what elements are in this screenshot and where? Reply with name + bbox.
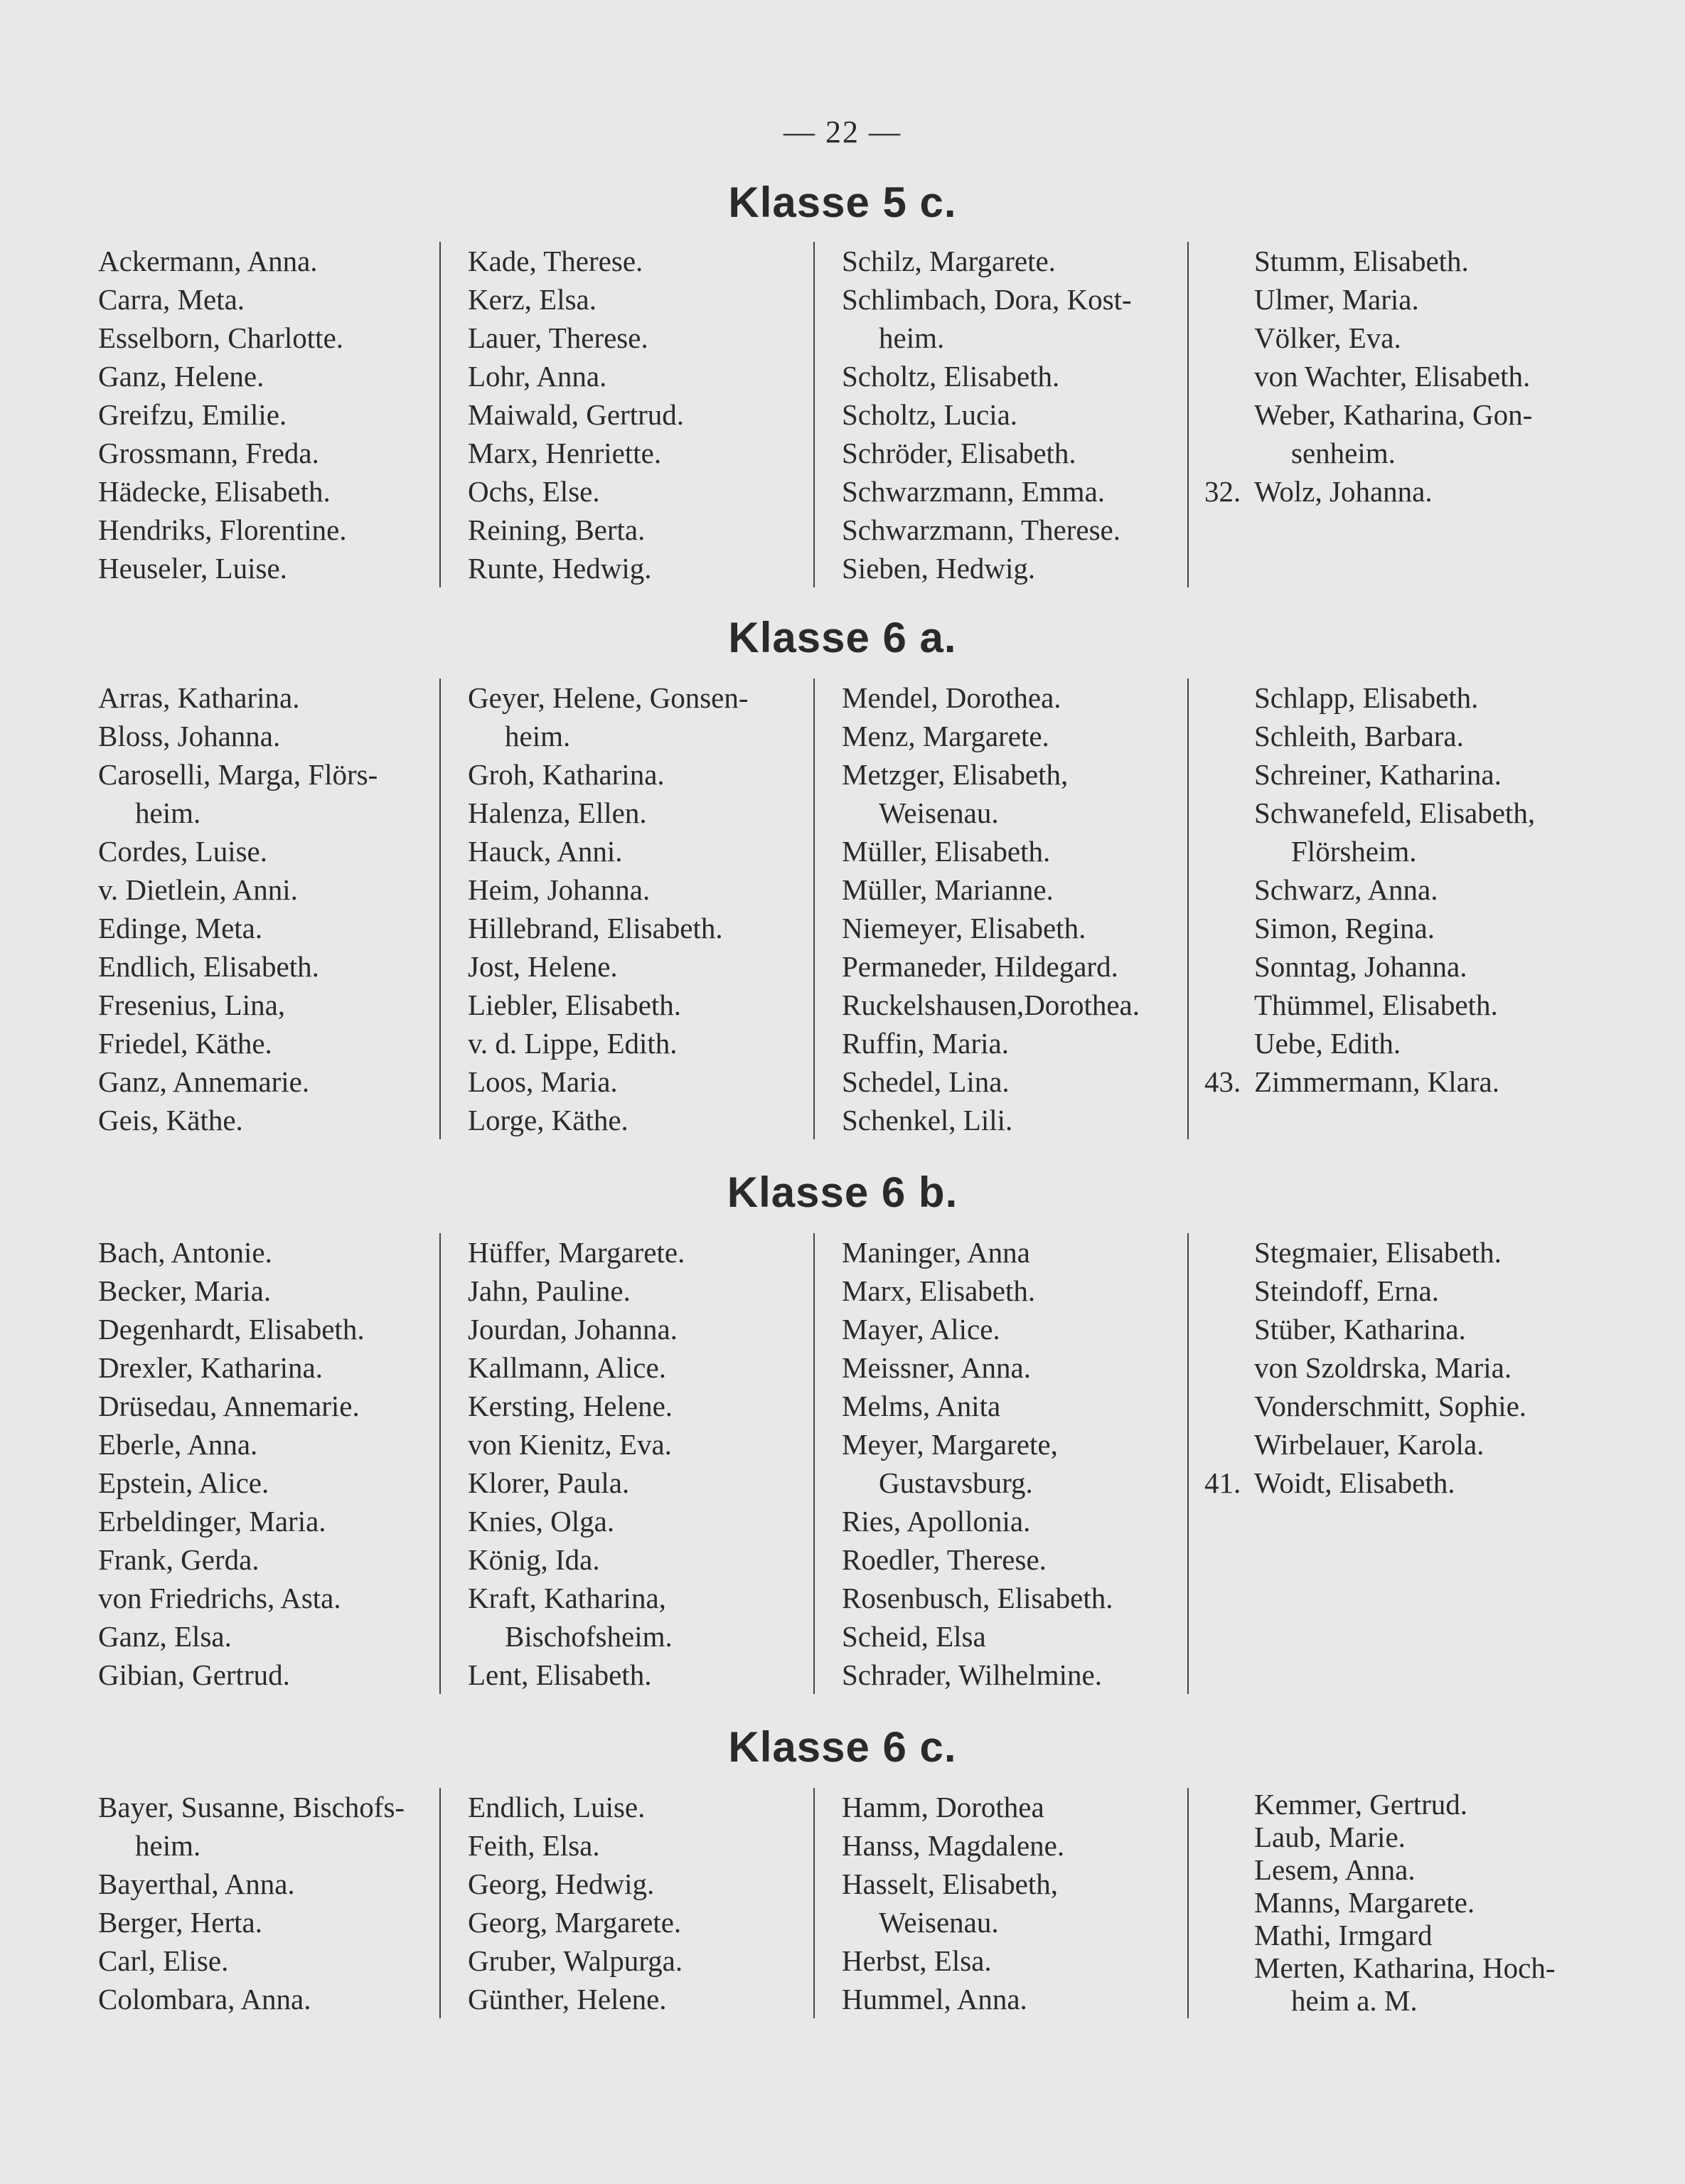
list-item: Scholtz, Lucia.	[842, 398, 1018, 431]
list-item: von Wachter, Elisabeth.	[1254, 360, 1531, 393]
list-item: 32. Wolz, Johanna.	[1254, 472, 1532, 511]
column-1	[98, 678, 378, 1139]
list-item: Müller, Marianne.	[842, 873, 1054, 906]
list-item: Hendriks, Florentine.	[98, 513, 347, 546]
list-item: Heim, Johanna.	[468, 873, 651, 906]
list-item: Carl, Elise.	[98, 1944, 229, 1977]
list-item: Schenkel, Lili.	[842, 1104, 1013, 1136]
column-3	[813, 678, 1140, 1139]
list-item: Ries, Apollonia.	[842, 1505, 1031, 1538]
list-item: heim.	[505, 720, 571, 752]
list-item: Friedel, Käthe.	[98, 1027, 272, 1060]
list-item: Hüffer, Margarete.	[468, 1236, 685, 1269]
list-item: Arras, Katharina.	[98, 681, 300, 714]
section-title: Klasse 6 b.	[727, 1168, 958, 1216]
list-item: Kraft, Katharina,	[468, 1582, 666, 1614]
list-item: Groh, Katharina.	[468, 758, 665, 791]
list-item: König, Ida.	[468, 1543, 600, 1576]
list-item: Mendel, Dorothea.	[842, 681, 1061, 714]
list-item: Simon, Regina.	[1254, 912, 1435, 944]
list-item: Kemmer, Gertrud.	[1254, 1788, 1468, 1821]
list-item: Schwanefeld, Elisabeth,	[1254, 797, 1536, 829]
list-item: Meissner, Anna.	[842, 1351, 1031, 1384]
list-item: Hummel, Anna.	[842, 1983, 1027, 2015]
list-item: Georg, Hedwig.	[468, 1868, 655, 1900]
list-item: Becker, Maria.	[98, 1274, 272, 1307]
list-item: Lesem, Anna.	[1254, 1853, 1416, 1886]
list-item: Heuseler, Luise.	[98, 552, 287, 585]
list-item: Lohr, Anna.	[468, 360, 607, 393]
list-item: Scheid, Elsa	[842, 1620, 986, 1653]
list-item: Menz, Margarete.	[842, 720, 1049, 752]
list-item: Wirbelauer, Karola.	[1254, 1428, 1485, 1461]
list-item: Halenza, Ellen.	[468, 797, 647, 829]
list-item: Epstein, Alice.	[98, 1466, 269, 1499]
list-item: von Kienitz, Eva.	[468, 1428, 672, 1461]
list-item: Feith, Elsa.	[468, 1829, 600, 1862]
column-3	[813, 1788, 1064, 2018]
list-item: Erbeldinger, Maria.	[98, 1505, 326, 1538]
class-count: 41.	[1204, 1466, 1241, 1499]
column-3	[813, 242, 1132, 587]
column-1	[98, 1233, 365, 1694]
list-item: Hamm, Dorothea	[842, 1791, 1044, 1823]
column-4	[1187, 1788, 1556, 2018]
list-item: Vonderschmitt, Sophie.	[1254, 1390, 1527, 1422]
list-item: Georg, Margarete.	[468, 1906, 682, 1939]
list-item: Weisenau.	[879, 1906, 999, 1939]
list-item: Stüber, Katharina.	[1254, 1313, 1466, 1346]
list-item: Stumm, Elisabeth.	[1254, 245, 1469, 277]
list-item: Grossmann, Freda.	[98, 437, 319, 469]
list-item: Mayer, Alice.	[842, 1313, 1000, 1346]
list-item: Schrader, Wilhelmine.	[842, 1658, 1102, 1691]
list-item: 41. Woidt, Elisabeth.	[1254, 1464, 1526, 1502]
list-item: Roedler, Therese.	[842, 1543, 1047, 1576]
list-item: Bischofsheim.	[505, 1620, 673, 1653]
list-item: Geyer, Helene, Gonsen-	[468, 681, 749, 714]
list-item: Melms, Anita	[842, 1390, 1001, 1422]
list-item: Klorer, Paula.	[468, 1466, 630, 1499]
list-item: Ochs, Else.	[468, 475, 600, 508]
list-item: Scholtz, Elisabeth.	[842, 360, 1060, 393]
list-item: Schröder, Elisabeth.	[842, 437, 1076, 469]
list-item: Schwarzmann, Emma.	[842, 475, 1106, 508]
list-item: Manns, Margarete.	[1254, 1886, 1475, 1919]
list-item: Stegmaier, Elisabeth.	[1254, 1236, 1502, 1269]
list-item: Fresenius, Lina,	[98, 989, 286, 1021]
list-item: Reining, Berta.	[468, 513, 646, 546]
list-item: heim.	[879, 321, 945, 354]
page-number: — 22 —	[783, 114, 902, 149]
column-4	[1187, 678, 1535, 1139]
list-item: Ganz, Annemarie.	[98, 1065, 310, 1098]
list-item: Maiwald, Gertrud.	[468, 398, 684, 431]
list-item: Weisenau.	[879, 797, 999, 829]
list-item: Merten, Katharina, Hoch-	[1254, 1951, 1556, 1984]
list-item: Steindoff, Erna.	[1254, 1274, 1439, 1307]
list-item: Günther, Helene.	[468, 1983, 667, 2015]
list-item: Degenhardt, Elisabeth.	[98, 1313, 365, 1346]
column-4	[1187, 1233, 1526, 1694]
list-item: Permaneder, Hildegard.	[842, 950, 1118, 983]
list-item: Mathi, Irmgard	[1254, 1919, 1433, 1951]
list-item: Geis, Käthe.	[98, 1104, 243, 1136]
list-item: Kallmann, Alice.	[468, 1351, 666, 1384]
list-item: 43. Zimmermann, Klara.	[1254, 1062, 1535, 1101]
list-item: Greifzu, Emilie.	[98, 398, 287, 431]
list-item: Cordes, Luise.	[98, 835, 267, 868]
list-item: Weber, Katharina, Gon-	[1254, 398, 1533, 431]
list-item: Schlapp, Elisabeth.	[1254, 681, 1479, 714]
list-item: Loos, Maria.	[468, 1065, 618, 1098]
list-item: Carra, Meta.	[98, 283, 245, 316]
list-item: Drexler, Katharina.	[98, 1351, 323, 1384]
list-item: Gruber, Walpurga.	[468, 1944, 683, 1977]
list-item: v. d. Lippe, Edith.	[468, 1027, 678, 1060]
list-item: Kerz, Elsa.	[468, 283, 597, 316]
list-item: Schlimbach, Dora, Kost-	[842, 283, 1132, 316]
list-item: Lorge, Käthe.	[468, 1104, 628, 1136]
list-item: Liebler, Elisabeth.	[468, 989, 682, 1021]
column-4	[1187, 242, 1532, 587]
column-2	[439, 242, 684, 587]
list-item: Gustavsburg.	[879, 1466, 1033, 1499]
list-item: Caroselli, Marga, Flörs-	[98, 758, 378, 791]
list-item: Uebe, Edith.	[1254, 1027, 1401, 1060]
list-item: Knies, Olga.	[468, 1505, 615, 1538]
list-item: Lent, Elisabeth.	[468, 1658, 652, 1691]
column-1	[98, 1788, 405, 2018]
column-1	[98, 242, 347, 587]
list-item: Endlich, Elisabeth.	[98, 950, 319, 983]
list-item: Endlich, Luise.	[468, 1791, 646, 1823]
list-item: Bayerthal, Anna.	[98, 1868, 295, 1900]
list-item: Marx, Henriette.	[468, 437, 662, 469]
list-item: v. Dietlein, Anni.	[98, 873, 298, 906]
list-item: Flörsheim.	[1291, 835, 1417, 868]
list-item: Schilz, Margarete.	[842, 245, 1056, 277]
list-item: Ruckelshausen,Dorothea.	[842, 989, 1140, 1021]
list-item: Meyer, Margarete,	[842, 1428, 1058, 1461]
list-item: Sonntag, Johanna.	[1254, 950, 1467, 983]
column-3	[813, 1233, 1113, 1694]
list-item: Völker, Eva.	[1254, 321, 1401, 354]
list-item: Kersting, Helene.	[468, 1390, 673, 1422]
list-item: Drüsedau, Annemarie.	[98, 1390, 360, 1422]
list-item: Müller, Elisabeth.	[842, 835, 1051, 868]
list-item: Schreiner, Katharina.	[1254, 758, 1502, 791]
list-item: heim.	[135, 1829, 201, 1862]
list-item: Ganz, Helene.	[98, 360, 264, 393]
list-item: Jahn, Pauline.	[468, 1274, 631, 1307]
list-item: Sieben, Hedwig.	[842, 552, 1036, 585]
list-item: Herbst, Elsa.	[842, 1944, 992, 1977]
list-item: Hauck, Anni.	[468, 835, 623, 868]
list-item: Gibian, Gertrud.	[98, 1658, 290, 1691]
list-item: Rosenbusch, Elisabeth.	[842, 1582, 1113, 1614]
list-item: Esselborn, Charlotte.	[98, 321, 344, 354]
list-item: Schwarzmann, Therese.	[842, 513, 1121, 546]
list-item: heim a. M.	[1291, 1984, 1418, 2017]
list-item: Schleith, Barbara.	[1254, 720, 1464, 752]
list-item: Runte, Hedwig.	[468, 552, 652, 585]
list-item: heim.	[135, 797, 201, 829]
list-item: Frank, Gerda.	[98, 1543, 260, 1576]
list-item: von Friedrichs, Asta.	[98, 1582, 341, 1614]
list-item: Laub, Marie.	[1254, 1821, 1406, 1853]
column-2	[439, 678, 749, 1139]
list-item: Hanss, Magdalene.	[842, 1829, 1065, 1862]
section-title: Klasse 6 c.	[728, 1723, 957, 1771]
class-count: 43.	[1204, 1065, 1241, 1098]
list-item: Bayer, Susanne, Bischofs-	[98, 1791, 405, 1823]
list-item: Lauer, Therese.	[468, 321, 648, 354]
list-item: Jourdan, Johanna.	[468, 1313, 678, 1346]
list-item: Hasselt, Elisabeth,	[842, 1868, 1059, 1900]
section-title: Klasse 6 a.	[728, 614, 957, 661]
list-item: Metzger, Elisabeth,	[842, 758, 1069, 791]
list-item: Colombara, Anna.	[98, 1983, 311, 2015]
list-item: Bach, Antonie.	[98, 1236, 272, 1269]
list-item: Berger, Herta.	[98, 1906, 262, 1939]
column-2	[439, 1233, 685, 1694]
list-item: Schwarz, Anna.	[1254, 873, 1438, 906]
list-item: Eberle, Anna.	[98, 1428, 258, 1461]
list-item: Jost, Helene.	[468, 950, 618, 983]
list-item: Marx, Elisabeth.	[842, 1274, 1036, 1307]
column-2	[439, 1788, 683, 2018]
list-item: von Szoldrska, Maria.	[1254, 1351, 1512, 1384]
list-item: Ganz, Elsa.	[98, 1620, 232, 1653]
list-item: Schedel, Lina.	[842, 1065, 1010, 1098]
section-title: Klasse 5 c.	[728, 179, 957, 226]
list-item: Niemeyer, Elisabeth.	[842, 912, 1086, 944]
class-count: 32.	[1204, 475, 1241, 508]
list-item: Ulmer, Maria.	[1254, 283, 1419, 316]
list-item: senheim.	[1291, 437, 1396, 469]
list-item: Ackermann, Anna.	[98, 245, 318, 277]
list-item: Thümmel, Elisabeth.	[1254, 989, 1498, 1021]
list-item: Kade, Therese.	[468, 245, 643, 277]
list-item: Hädecke, Elisabeth.	[98, 475, 331, 508]
list-item: Maninger, Anna	[842, 1236, 1030, 1269]
list-item: Bloss, Johanna.	[98, 720, 281, 752]
list-item: Edinge, Meta.	[98, 912, 263, 944]
list-item: Hillebrand, Elisabeth.	[468, 912, 723, 944]
list-item: Ruffin, Maria.	[842, 1027, 1009, 1060]
